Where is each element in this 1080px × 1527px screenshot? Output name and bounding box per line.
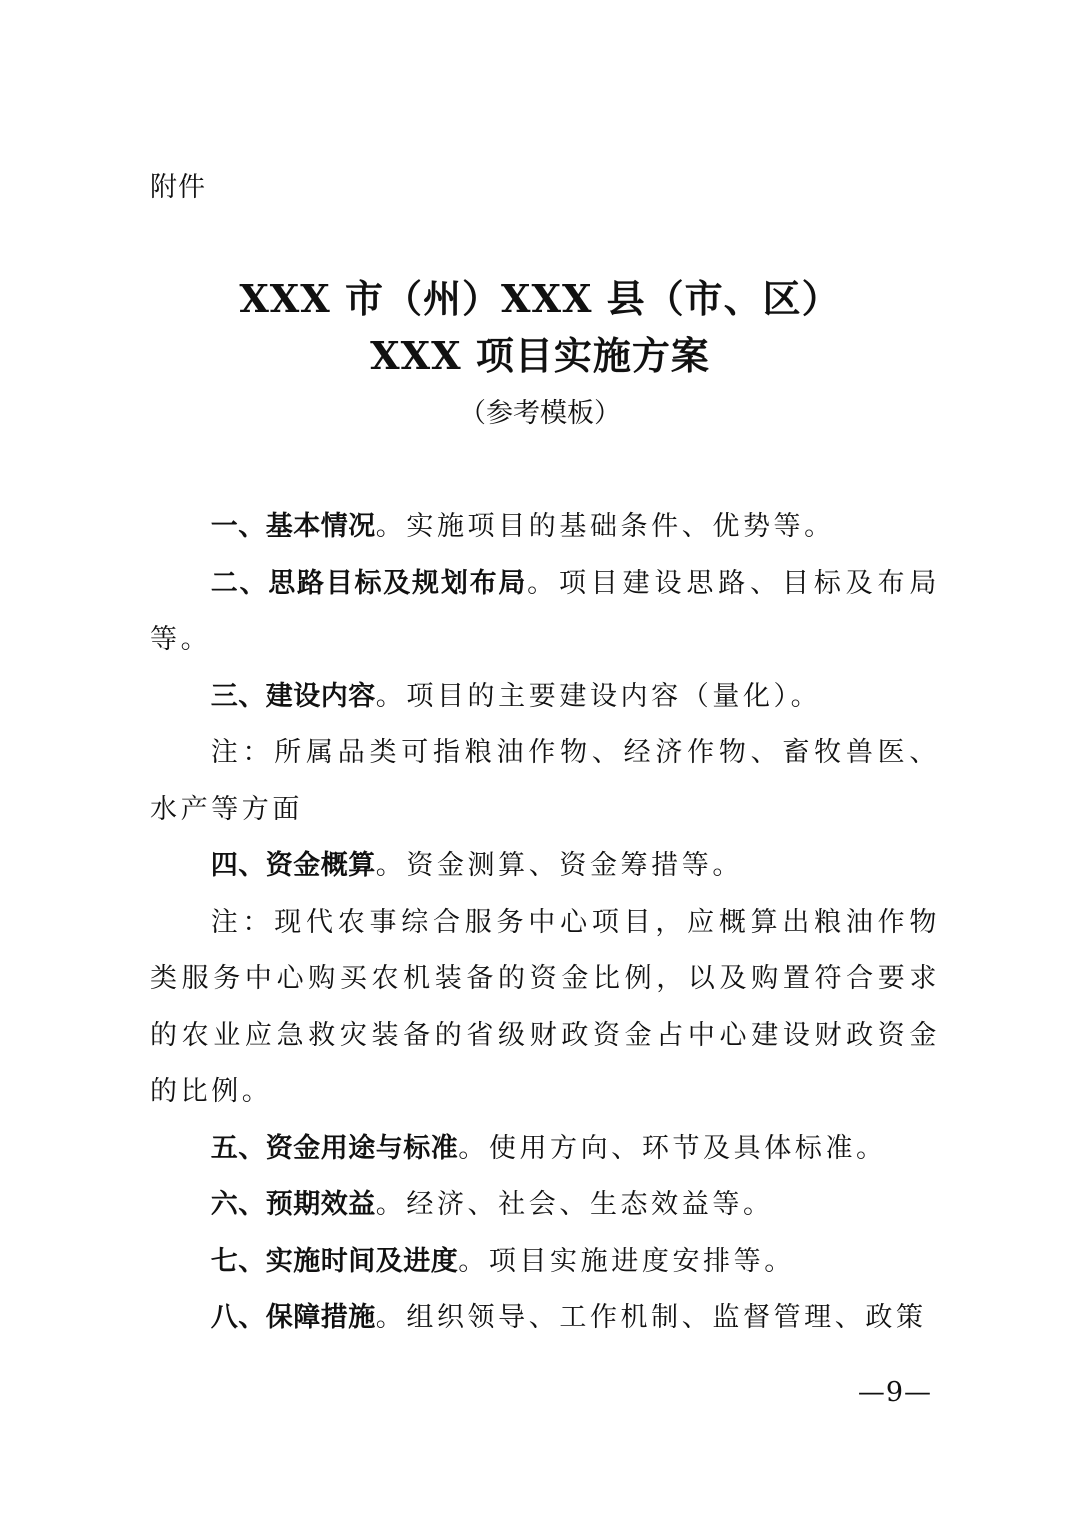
section-text: 。经济、社会、生态效益等。	[375, 1189, 774, 1220]
section-goals-layout	[150, 556, 940, 669]
section-fund-usage	[150, 1121, 940, 1178]
section-expected-benefits	[150, 1177, 940, 1234]
section-heading: 五、资金用途与标准	[210, 1132, 459, 1164]
section-safeguards	[150, 1290, 940, 1347]
section-heading: 三、建设内容	[210, 680, 376, 712]
section-heading: 八、保障措施	[210, 1302, 376, 1333]
section-heading: 二、思路目标及规划布局	[210, 567, 528, 599]
section-text: 。项目建设思路、目标及布局等。	[150, 567, 940, 655]
note-category: 注：所属品类可指粮油作物、经济作物、畜牧兽医、水产等方面	[150, 737, 940, 825]
page-number: —9—	[857, 1377, 932, 1408]
section-heading: 六、预期效益	[210, 1189, 376, 1220]
section-construction-content	[150, 669, 940, 726]
document-title-line-2: XXX 项目实施方案	[370, 333, 710, 378]
section-fund-estimate	[150, 838, 940, 895]
section-text: 。使用方向、环节及具体标准。	[458, 1132, 887, 1164]
document-body	[150, 499, 940, 1347]
note-service-center: 注：现代农事综合服务中心项目，应概算出粮油作物类服务中心购买农机装备的资金比例，以及购置符合要求的农业应急救灾装备的省级财政资金占中心建设财政资金的比例。	[150, 906, 940, 1107]
section-text: 。实施项目的基础条件、优势等。	[375, 511, 835, 542]
section-basic-situation	[150, 499, 940, 556]
section-text: 。资金测算、资金筹措等。	[375, 850, 743, 881]
attachment-label: 附件	[150, 172, 206, 203]
document-subtitle: （参考模板）	[459, 398, 621, 429]
document-title-line-1: XXX 市（州）XXX 县（市、区）	[239, 276, 841, 321]
section-heading: 七、实施时间及进度	[210, 1245, 459, 1277]
section-text: 。项目的主要建设内容（量化）。	[375, 680, 822, 712]
section-text: 。组织领导、工作机制、监督管理、政策	[375, 1302, 927, 1333]
section-heading: 四、资金概算	[210, 850, 376, 881]
section-heading: 一、基本情况	[210, 511, 376, 542]
section-schedule	[150, 1234, 940, 1291]
section-text: 。项目实施进度安排等。	[458, 1245, 795, 1277]
